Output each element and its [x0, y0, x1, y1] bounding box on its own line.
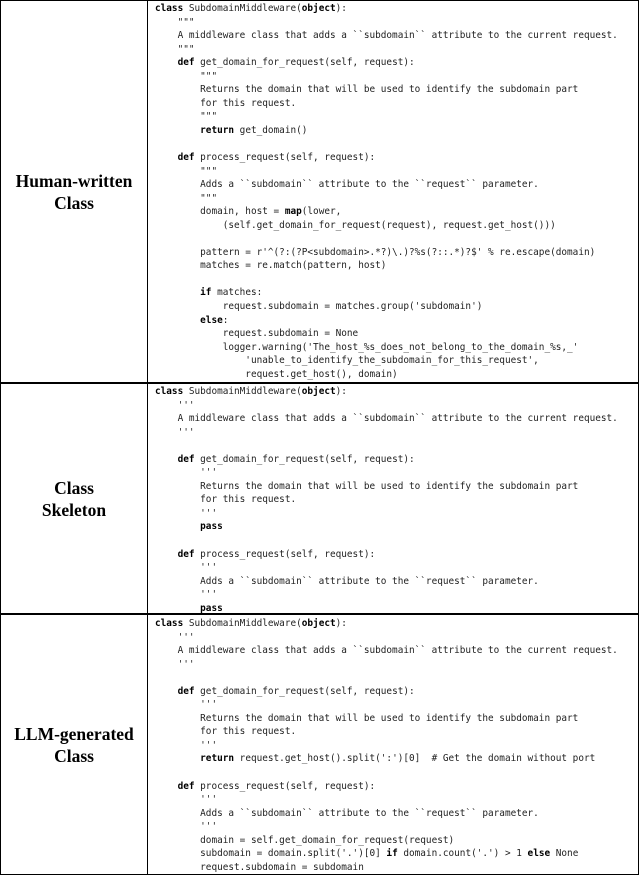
code-line — [155, 219, 618, 233]
code-keyword: def — [177, 685, 195, 697]
code-line — [155, 83, 618, 97]
code-line — [155, 453, 618, 467]
code-keyword: def — [177, 780, 195, 792]
code-text: Adds a ``subdomain`` attribute to the ``request`` parameter. — [155, 575, 539, 587]
code-keyword: else — [527, 848, 551, 860]
code-text: domain.count('.') > 1 — [397, 848, 528, 860]
code-line — [155, 2, 618, 16]
code-text: matches = re.match(pattern, host) — [155, 260, 387, 272]
label-line: LLM-generated — [14, 724, 134, 744]
code-text — [155, 753, 200, 764]
code-text: A middleware class that adds a ``subdomain`` attribute to the current request. — [155, 413, 618, 425]
code-text: ''' — [155, 589, 218, 601]
code-keyword: object — [301, 618, 336, 629]
code-line — [155, 426, 618, 440]
code-line — [155, 534, 618, 548]
row-label — [1, 1, 148, 382]
code-line — [155, 466, 618, 480]
code-line — [155, 205, 618, 219]
code-keyword: return — [200, 753, 235, 765]
code-line — [155, 412, 618, 426]
code-text: get_domain() — [234, 124, 308, 136]
code-line — [155, 644, 618, 658]
code-text — [155, 521, 200, 532]
code-text: logger.warning('The_host_%s_does_not_belong_to_the_domain_%s,_' — [155, 341, 579, 353]
label-line: Class — [54, 192, 94, 213]
code-line — [155, 617, 618, 631]
code-line — [155, 368, 618, 382]
code-line — [155, 602, 618, 616]
code-line — [155, 439, 618, 453]
code-text: ): — [335, 386, 347, 397]
code-block — [155, 2, 618, 381]
code-line — [155, 561, 618, 575]
code-text: None — [550, 848, 579, 860]
code-text: ): — [335, 3, 347, 14]
code-text: for this request. — [155, 726, 297, 738]
code-text: request.subdomain = subdomain — [155, 861, 364, 873]
code-text: 'unable_to_identify_the_subdomain_for_this_request', — [155, 355, 539, 367]
code-line — [155, 588, 618, 602]
code-text: """ — [155, 43, 195, 55]
code-keyword: object — [301, 3, 336, 14]
code-line — [155, 97, 618, 111]
code-keyword: if — [386, 848, 398, 860]
code-line — [155, 192, 618, 206]
code-text — [155, 287, 200, 298]
code-keyword: if — [200, 287, 212, 299]
code-text: ''' — [155, 467, 218, 479]
code-line — [155, 327, 618, 341]
code-text: : — [222, 314, 229, 326]
code-line — [155, 300, 618, 314]
code-line — [155, 354, 618, 368]
code-text: """ — [155, 70, 218, 82]
code-line — [155, 685, 618, 699]
code-text: pattern = r'^(?:(?P<subdomain>.*?)\.)?%s(?::.*)?$' % re.escape(domain) — [155, 246, 596, 258]
code-text — [155, 603, 200, 614]
code-keyword: def — [177, 152, 195, 164]
code-keyword: class — [155, 3, 184, 14]
code-text — [155, 152, 178, 163]
code-text: """ — [155, 192, 218, 204]
row-llm-generated — [1, 615, 638, 875]
code-text: SubdomainMiddleware( — [183, 618, 302, 629]
code-line — [155, 780, 618, 794]
code-text: process_request(self, request): — [194, 548, 376, 560]
code-keyword: def — [177, 548, 195, 560]
code-line — [155, 575, 618, 589]
code-text: ): — [335, 618, 347, 629]
code-text: ''' — [155, 426, 195, 438]
label-line: Skeleton — [41, 499, 107, 520]
row-class-skeleton — [1, 384, 638, 615]
code-keyword: pass — [200, 521, 223, 533]
row-label — [1, 384, 148, 613]
code-line — [155, 124, 618, 138]
code-line — [155, 847, 618, 861]
code-text: A middleware class that adds a ``subdomain`` attribute to the current request. — [155, 30, 618, 42]
code-line — [155, 793, 618, 807]
code-text: SubdomainMiddleware( — [183, 3, 302, 14]
code-line — [155, 137, 618, 151]
code-keyword: class — [155, 386, 184, 397]
label-line: Class — [54, 746, 94, 766]
code-line — [155, 151, 618, 165]
code-text: Adds a ``subdomain`` attribute to the ``request`` parameter. — [155, 807, 539, 819]
code-line — [155, 399, 618, 413]
code-text: ''' — [155, 739, 218, 751]
code-keyword: class — [155, 618, 184, 629]
code-text: (lower, — [301, 206, 342, 218]
code-text: process_request(self, request): — [194, 780, 376, 792]
code-line — [155, 631, 618, 645]
code-line — [155, 246, 618, 260]
code-text: A middleware class that adds a ``subdomain`` attribute to the current request. — [155, 645, 618, 657]
code-keyword: def — [177, 57, 195, 69]
code-text: Returns the domain that will be used to identify the subdomain part — [155, 712, 579, 724]
code-text: get_domain_for_request(self, request): — [194, 685, 415, 697]
code-text: """ — [155, 165, 218, 177]
code-text — [155, 686, 178, 697]
code-line — [155, 110, 618, 124]
row-label — [1, 615, 148, 875]
code-text: domain = self.get_domain_for_request(request) — [155, 834, 455, 846]
code-text: ''' — [155, 821, 218, 833]
code-text: Adds a ``subdomain`` attribute to the ``request`` parameter. — [155, 179, 539, 191]
code-text: (self.get_domain_for_request(request), request.get_host())) — [155, 219, 556, 231]
label-line: Human-written — [15, 170, 133, 191]
code-text: ''' — [155, 631, 195, 643]
code-text: for this request. — [155, 494, 297, 506]
code-line — [155, 56, 618, 70]
code-text: ''' — [155, 699, 218, 711]
code-line — [155, 807, 618, 821]
code-text — [155, 549, 178, 560]
code-text: request.get_host(), domain) — [155, 368, 398, 380]
code-line — [155, 507, 618, 521]
code-line — [155, 520, 618, 534]
code-line — [155, 820, 618, 834]
code-line — [155, 165, 618, 179]
code-line — [155, 671, 618, 685]
code-text: domain, host = — [155, 206, 285, 218]
code-line — [155, 16, 618, 30]
code-block — [155, 385, 618, 615]
label-line: Class — [54, 477, 94, 498]
code-text: ''' — [155, 658, 195, 670]
code-text: ''' — [155, 399, 195, 411]
code-line — [155, 286, 618, 300]
code-line — [155, 273, 618, 287]
code-line — [155, 861, 618, 875]
code-keyword: pass — [200, 602, 223, 614]
code-text: subdomain = domain.split('.')[0] — [155, 848, 387, 860]
code-text: matches: — [211, 287, 263, 299]
code-text — [155, 315, 200, 326]
code-keyword: map — [284, 206, 302, 218]
code-text: get_domain_for_request(self, request): — [194, 453, 415, 465]
code-line — [155, 232, 618, 246]
code-line — [155, 70, 618, 84]
code-line — [155, 725, 618, 739]
code-block — [155, 617, 618, 874]
code-line — [155, 739, 618, 753]
code-line — [155, 385, 618, 399]
code-text: request.subdomain = matches.group('subdomain') — [155, 301, 483, 313]
code-text: SubdomainMiddleware( — [183, 386, 302, 397]
code-line — [155, 480, 618, 494]
code-keyword: def — [177, 453, 195, 465]
code-text: request.subdomain = None — [155, 328, 359, 340]
code-text — [155, 57, 178, 68]
code-text: """ — [155, 111, 218, 123]
code-line — [155, 29, 618, 43]
code-keyword: object — [301, 386, 336, 397]
code-text: ''' — [155, 794, 218, 806]
code-text: ''' — [155, 507, 218, 519]
code-text: ''' — [155, 562, 218, 574]
code-line — [155, 493, 618, 507]
code-line — [155, 341, 618, 355]
code-text: """ — [155, 16, 195, 28]
code-text: process_request(self, request): — [194, 152, 376, 164]
code-keyword: return — [200, 124, 235, 136]
code-text: Returns the domain that will be used to identify the subdomain part — [155, 84, 579, 96]
code-line — [155, 752, 618, 766]
code-line — [155, 834, 618, 848]
code-text: Returns the domain that will be used to identify the subdomain part — [155, 480, 579, 492]
row-human-written — [1, 1, 638, 384]
code-line — [155, 43, 618, 57]
code-text: for this request. — [155, 97, 297, 109]
code-line — [155, 548, 618, 562]
code-line — [155, 314, 618, 328]
code-line — [155, 178, 618, 192]
code-line — [155, 712, 618, 726]
code-text: request.get_host().split(':')[0] # Get the domain without port — [234, 753, 596, 765]
code-line — [155, 259, 618, 273]
code-keyword: else — [200, 314, 223, 326]
code-text — [155, 125, 200, 136]
code-line — [155, 698, 618, 712]
code-line — [155, 766, 618, 780]
code-line — [155, 658, 618, 672]
code-text — [155, 454, 178, 465]
code-text — [155, 781, 178, 792]
code-text: get_domain_for_request(self, request): — [194, 57, 415, 69]
